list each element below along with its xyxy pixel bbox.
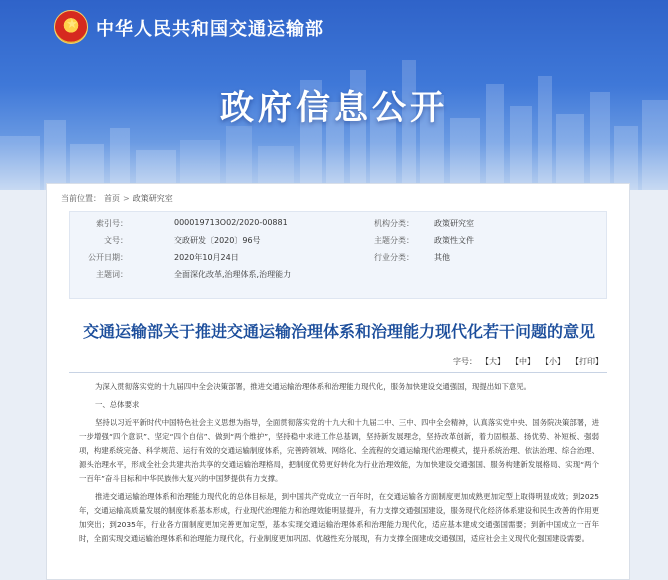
industry-value: 其他 [434, 253, 450, 262]
keywords-value: 全面深化改革,治理体系,治理能力 [174, 270, 292, 279]
meta-row [70, 231, 608, 248]
topic-value: 政策性文件 [434, 236, 474, 245]
docno-label: 文号： [104, 236, 128, 245]
meta-row [70, 214, 608, 231]
document-body [79, 380, 599, 546]
divider [69, 372, 607, 373]
industry-label: 行业分类： [374, 253, 414, 262]
meta-row [70, 248, 608, 265]
print-button[interactable]: 【打印】 [571, 356, 603, 366]
font-small-button[interactable]: 【小】 [541, 356, 565, 366]
keywords-label: 主题词： [96, 270, 128, 279]
date-value: 2020年10月24日 [174, 253, 239, 262]
index-label: 索引号： [96, 219, 128, 228]
ministry-name[interactable]: 中华人民共和国交通运输部 [96, 19, 324, 40]
breadcrumb-prefix: 当前位置： [61, 193, 101, 203]
content-panel [46, 183, 630, 580]
date-label: 公开日期： [88, 253, 128, 262]
org-value: 政策研究室 [434, 219, 474, 228]
national-emblem-icon: ★ [54, 10, 88, 44]
font-size-controls [453, 354, 605, 368]
meta-row [70, 265, 608, 282]
org-label: 机构分类： [374, 219, 414, 228]
section-heading: 一、总体要求 [95, 400, 140, 409]
index-value: 000019713O02/2020-00881 [174, 218, 288, 227]
breadcrumb-separator: > [123, 193, 130, 203]
banner-title: 政府信息公开 [220, 88, 448, 128]
paragraph-goals: 推进交通运输治理体系和治理能力现代化的总体目标是，到中国共产党成立一百年时，在交通运输各方面制度更加成熟更加定型上取得明显成效；到2025年，交通运输高质量发展的制度体系基本形成，行业现代治理能力和治理效能明显提升，有力支撑交通强国建设，服务现代化经济体系建设和民生改善的作用更加突出；到2035年，行业各方面制度更加完善更加定型，基本实现交通运输治理体系和治理能力现代化，适应基本建成交通强国需要；到新中国成立一百年时，全面实现交通运输治理体系和治理能力现代化，行业制度更加巩固、优越性充分展现，有力支撑全面建成交通强国，适应社会主义现代化强国建设需要。 [79, 492, 599, 543]
topic-label: 主题分类： [374, 236, 414, 245]
paragraph-principles: 坚持以习近平新时代中国特色社会主义思想为指导，全面贯彻落实党的十九大和十九届二中、三中、四中全会精神，认真落实党中央、国务院决策部署，进一步增强“四个意识”、坚定“四个自信”、做到“两个维护”，坚持稳中求进工作总基调，坚持新发展理念，坚持改革创新，着力固根基、扬优势、补短板、强弱项，构建系统完备、科学规范、运行有效的交通运输制度体系，完善跨领域、网络化、全流程的交通运输现代治理模式，提升系统治理、依法治理、综合治理、源头治理水平，形成全社会共建共治共享的交通运输治理格局，把制度优势更好转化为行业治理效能，为加快建设交通强国、服务构建新发展格局、实现“两个一百年”奋斗目标和中华民族伟大复兴的中国梦提供有力支撑。 [79, 418, 599, 483]
font-medium-button[interactable]: 【中】 [511, 356, 535, 366]
header-banner [0, 0, 668, 190]
font-size-label: 字号： [453, 356, 477, 366]
paragraph-intro: 为深入贯彻落实党的十九届四中全会决策部署，推进交通运输治理体系和治理能力现代化，服务加快建设交通强国，现提出如下意见。 [95, 382, 532, 391]
breadcrumb [61, 190, 173, 206]
document-metadata-table [69, 211, 607, 299]
breadcrumb-policy-office-link[interactable]: 政策研究室 [132, 193, 173, 203]
breadcrumb-home-link[interactable]: 首页 [104, 193, 120, 203]
font-large-button[interactable]: 【大】 [481, 356, 505, 366]
document-title: 交通运输部关于推进交通运输治理体系和治理能力现代化若干问题的意见 [82, 322, 595, 341]
docno-value: 交政研发〔2020〕96号 [174, 236, 261, 245]
